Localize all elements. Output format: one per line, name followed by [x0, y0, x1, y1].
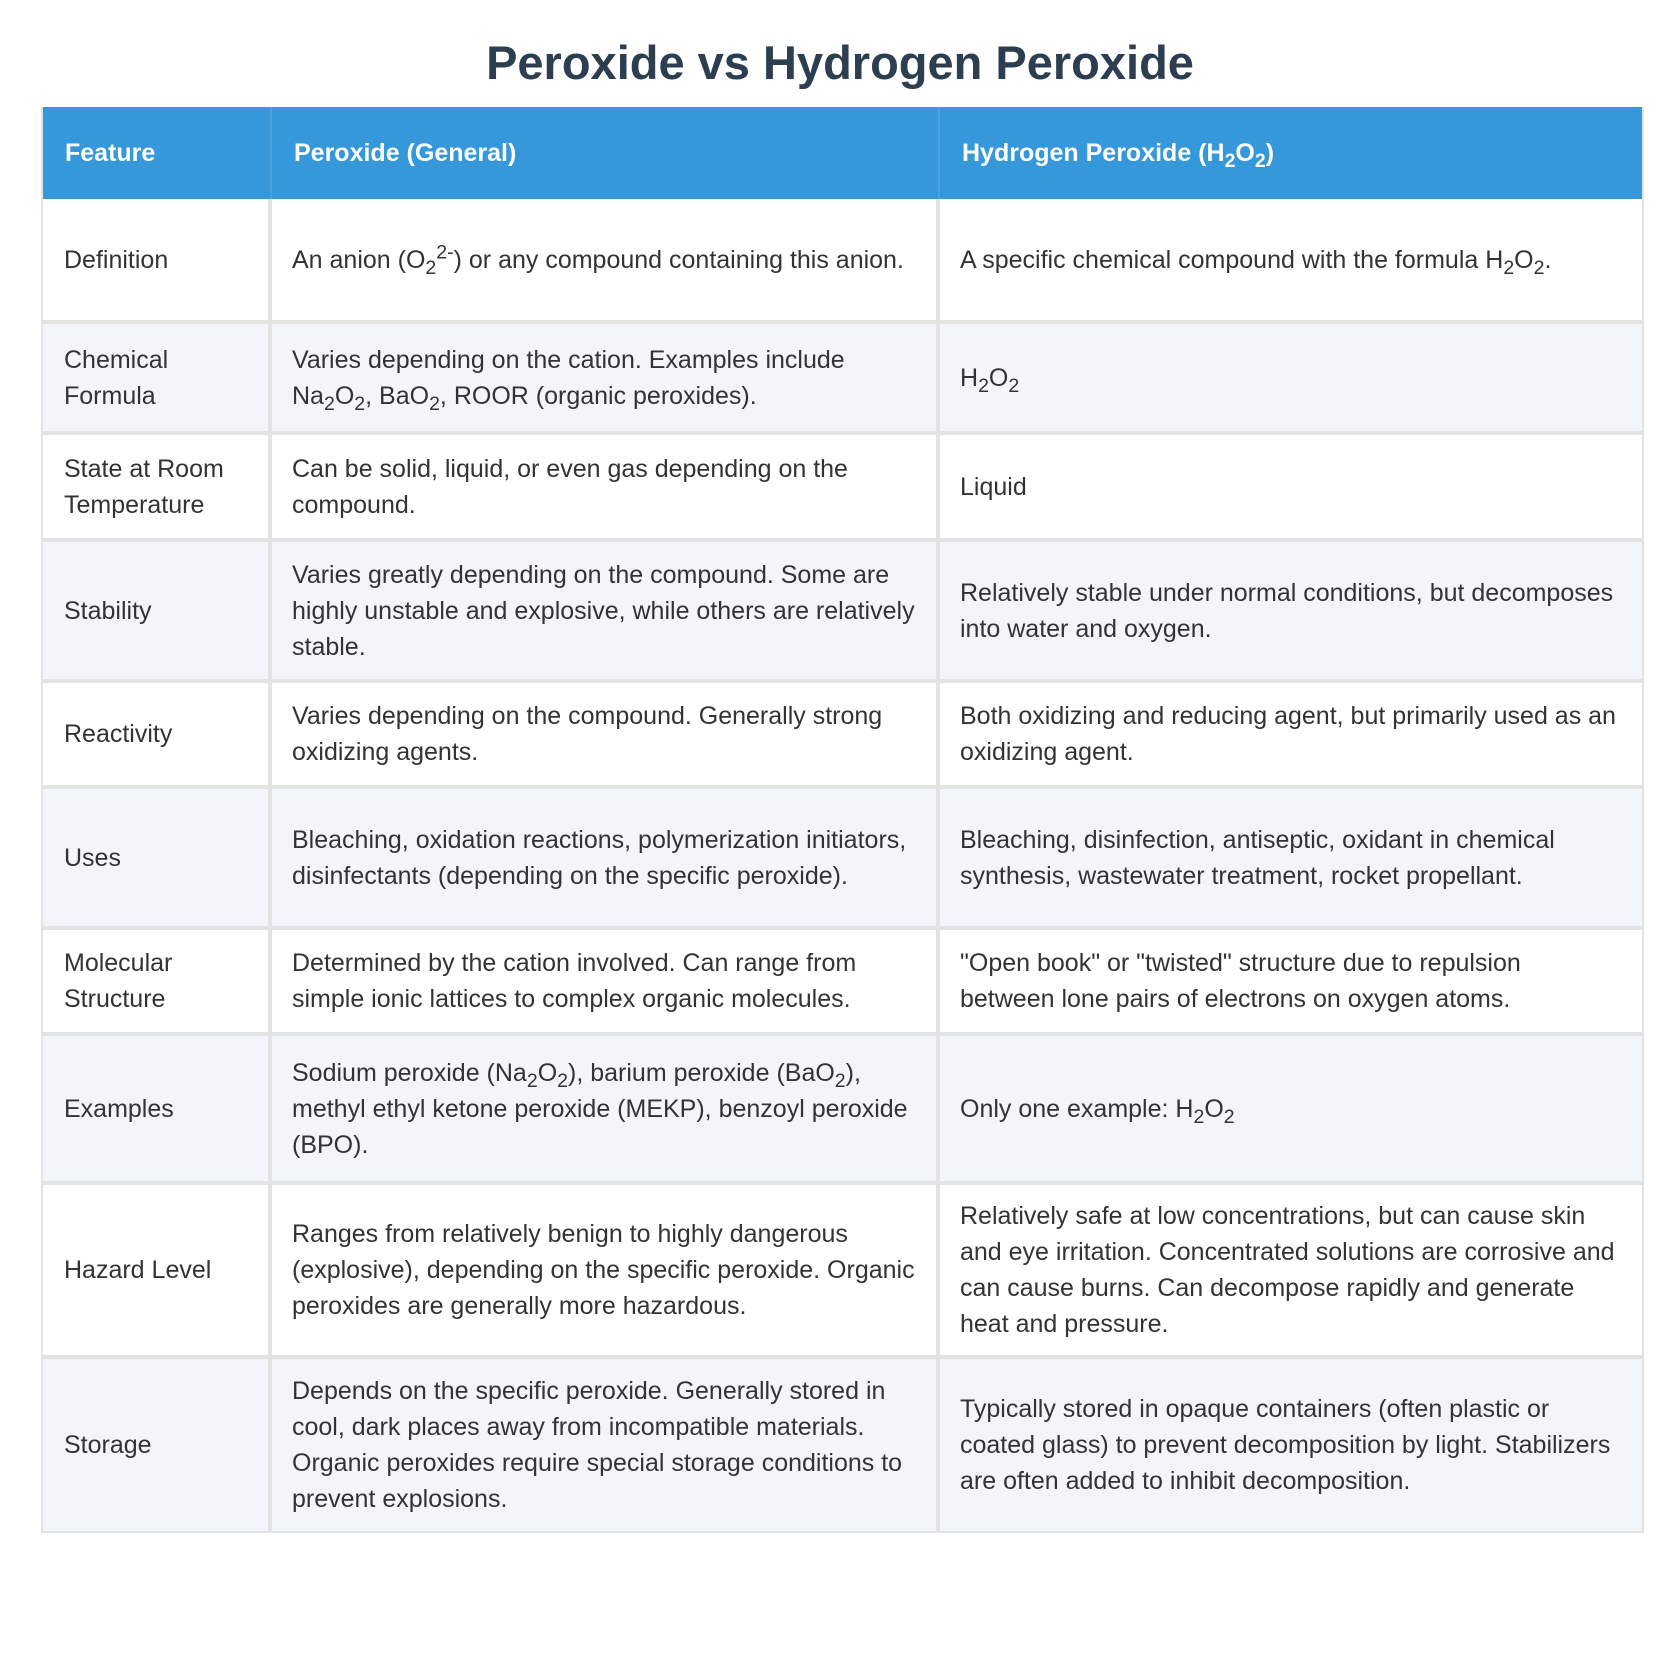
table-row — [43, 542, 1642, 683]
cell-hydrogen-peroxide: Relatively safe at low concentrations, but can cause skin and eye irritation. Concentrated solutions are corrosive and can cause burns. Can decompose rapidly and generate heat and pressure. — [940, 1185, 1642, 1359]
cell-hydrogen-peroxide: Only one example: $H_2O_2$ — [940, 1036, 1642, 1185]
subscript: 2 — [526, 1069, 538, 1092]
table-row — [43, 199, 1642, 324]
table-row — [43, 683, 1642, 789]
table-row — [43, 324, 1642, 435]
subscript: 2 — [1223, 1105, 1235, 1128]
cell-hydrogen-peroxide: A specific chemical compound with the formula $H_2O_2$. — [940, 199, 1642, 324]
table-row — [43, 930, 1642, 1036]
cell-feature: Storage — [43, 1359, 272, 1533]
cell-feature: Examples — [43, 1036, 272, 1185]
cell-peroxide-general: Can be solid, liquid, or even gas depending on the compound. — [272, 435, 940, 542]
subscript: 2 — [1224, 149, 1236, 172]
cell-hydrogen-peroxide: Typically stored in opaque containers (often plastic or coated glass) to prevent decomposition by light. Stabilizers are often added to inhibit decomposition. — [940, 1359, 1642, 1533]
table-row — [43, 789, 1642, 930]
cell-hydrogen-peroxide: Relatively stable under normal conditions, but decomposes into water and oxygen. — [940, 542, 1642, 683]
cell-peroxide-general: Ranges from relatively benign to highly dangerous (explosive), depending on the specific peroxide. Organic peroxides are generally more hazardous. — [272, 1185, 940, 1359]
subscript: 2 — [978, 374, 989, 397]
subscript: 2 — [1533, 256, 1545, 279]
cell-hydrogen-peroxide: $H_2O_2$ — [940, 324, 1642, 435]
cell-feature: State at Room Temperature — [43, 435, 272, 542]
table-row — [43, 435, 1642, 542]
cell-peroxide-general: Determined by the cation involved. Can range from simple ionic lattices to complex organic molecules. — [272, 930, 940, 1036]
table-row — [43, 1036, 1642, 1185]
header-row — [43, 107, 1642, 199]
subscript: 2 — [429, 392, 440, 415]
page-title: Peroxide vs Hydrogen Peroxide — [486, 36, 1194, 89]
cell-hydrogen-peroxide: Bleaching, disinfection, antiseptic, oxidant in chemical synthesis, wastewater treatment, rocket propellant. — [940, 789, 1642, 930]
cell-feature: Molecular Structure — [43, 930, 272, 1036]
subscript: 2 — [354, 392, 366, 415]
cell-feature: Uses — [43, 789, 272, 930]
subscript: 2 — [323, 392, 335, 415]
cell-peroxide-general: Depends on the specific peroxide. Generally stored in cool, dark places away from incompatible materials. Organic peroxides require special storage conditions to prevent explosions. — [272, 1359, 940, 1533]
cell-peroxide-general: Varies depending on the compound. Generally strong oxidizing agents. — [272, 683, 940, 789]
comparison-table — [41, 107, 1644, 1533]
table-row — [43, 1359, 1642, 1533]
cell-peroxide-general: Varies depending on the cation. Examples include $Na_2O_2$, BaO$_2$, ROOR (organic peroxides). — [272, 324, 940, 435]
subscript: 2 — [1193, 1105, 1205, 1128]
subscript: 2 — [1254, 149, 1266, 172]
header-feature: Feature — [43, 107, 272, 199]
table-row — [43, 1185, 1642, 1359]
subscript: 2 — [557, 1069, 569, 1092]
cell-peroxide-general: Sodium peroxide $(Na_2O_2)$, barium peroxide (BaO$_2$), methyl ethyl ketone peroxide (MEKP), benzoyl peroxide (BPO). — [272, 1036, 940, 1185]
cell-feature: Reactivity — [43, 683, 272, 789]
cell-peroxide-general: Varies greatly depending on the compound. Some are highly unstable and explosive, while others are relatively stable. — [272, 542, 940, 683]
cell-hydrogen-peroxide: Liquid — [940, 435, 1642, 542]
table-body — [43, 199, 1642, 1533]
cell-peroxide-general: An anion $(O_2^{2-})$ or any compound containing this anion. — [272, 199, 940, 324]
cell-hydrogen-peroxide: "Open book" or "twisted" structure due to repulsion between lone pairs of electrons on oxygen atoms. — [940, 930, 1642, 1036]
subscript: 2 — [1503, 256, 1515, 279]
superscript: 2- — [436, 241, 454, 264]
cell-feature: Chemical Formula — [43, 324, 272, 435]
cell-feature: Stability — [43, 542, 272, 683]
subscript: 2 — [834, 1069, 846, 1092]
header-peroxide-general: Peroxide (General) — [272, 107, 940, 199]
cell-peroxide-general: Bleaching, oxidation reactions, polymerization initiators, disinfectants (depending on the specific peroxide). — [272, 789, 940, 930]
cell-hydrogen-peroxide: Both oxidizing and reducing agent, but primarily used as an oxidizing agent. — [940, 683, 1642, 789]
cell-feature: Definition — [43, 199, 272, 324]
subscript: 2 — [425, 256, 437, 279]
subscript: 2 — [1008, 374, 1020, 397]
cell-feature: Hazard Level — [43, 1185, 272, 1359]
header-hydrogen-peroxide: Hydrogen Peroxide $(H_2O_2)$ — [940, 107, 1642, 199]
